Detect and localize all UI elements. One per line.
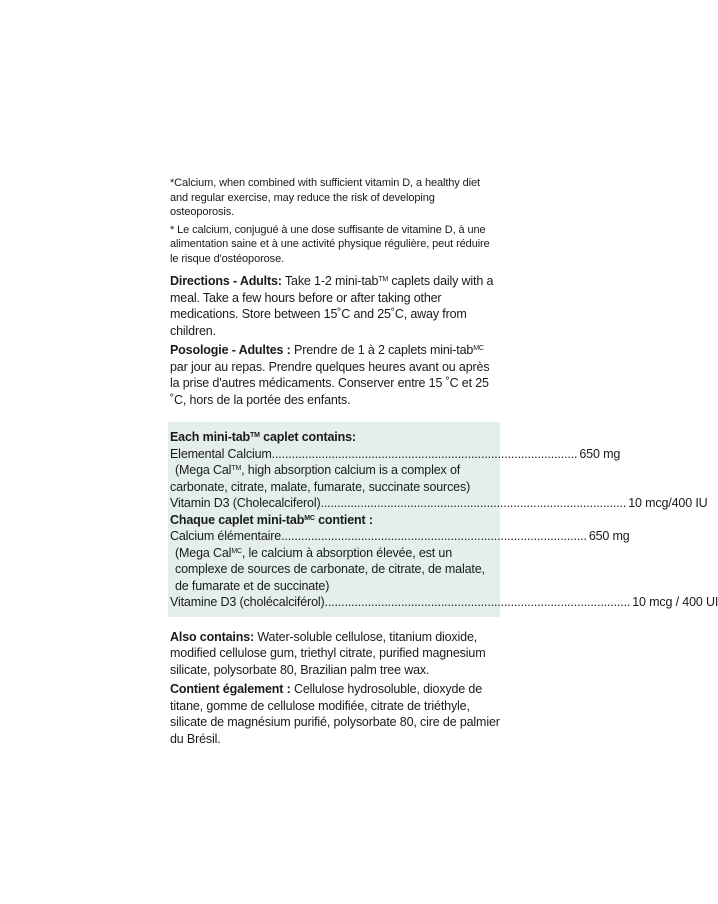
directions-french bbox=[170, 342, 500, 408]
trademark-mark: TM bbox=[250, 432, 260, 439]
ingredient-amount: 650 mg bbox=[588, 529, 630, 543]
dot-leader: ............................................................................................ bbox=[324, 595, 631, 609]
also-contains-french bbox=[170, 681, 500, 747]
footnote-french: * Le calcium, conjugué à une dose suffisante de vitamine D, à une alimentation saine et à une activité physique régulière, peut réduire le risque d'ostéoporose. bbox=[170, 223, 490, 265]
ingredient-name: Calcium élémentaire bbox=[170, 529, 282, 543]
ingredient-name: Vitamin D3 (Cholecalciferol) bbox=[170, 496, 321, 510]
directions-english-text: Take 1-2 mini-tab bbox=[281, 274, 379, 288]
note-text: (Mega Cal bbox=[175, 463, 232, 477]
marque-de-commerce-mark: MC bbox=[231, 547, 242, 555]
ingredient-amount: 10 mcg / 400 UI bbox=[632, 595, 718, 609]
also-contains-french-label: Contient également : bbox=[170, 682, 291, 696]
ingredient-note-calcium-line2: carbonate, citrate, malate, fumarate, succinate sources) bbox=[170, 479, 471, 494]
contents-heading-french-text: Chaque caplet mini-tab bbox=[170, 512, 305, 527]
ingredient-row-vitamin-d3 bbox=[170, 495, 708, 512]
note-text-cont: , le calcium à absorption élevée, est un bbox=[241, 545, 453, 560]
ingredient-amount: 10 mcg/400 IU bbox=[628, 496, 708, 510]
directions-french-text: Prendre de 1 à 2 caplets mini-tab bbox=[290, 343, 474, 357]
contents-heading-english bbox=[170, 429, 500, 446]
ingredient-amount: 650 mg bbox=[579, 446, 621, 461]
footnote-english: *Calcium, when combined with sufficient vitamin D, a healthy diet and regular exercise, may reduce the risk of developing osteoporosis. bbox=[170, 177, 481, 218]
ingredient-row-calcium bbox=[170, 446, 621, 463]
directions-french-label: Posologie - Adultes : bbox=[170, 343, 291, 357]
ingredient-name: Vitamine D3 (cholécalciférol) bbox=[170, 595, 325, 609]
also-contains-english bbox=[170, 629, 500, 679]
contents-heading-english-text: Each mini-tab bbox=[170, 430, 251, 444]
also-contains-english-text: Water-soluble cellulose, titanium dioxide, modified cellulose gum, triethyl citrate, purified magnesium silicate, polysorbate 80, Brazilian palm tree wax. bbox=[170, 629, 486, 677]
contents-heading-english-text-cont: caplet contains: bbox=[259, 430, 356, 444]
dot-leader: ............................................................................................ bbox=[271, 446, 578, 461]
note-text-cont: , high absorption calcium is a complex of bbox=[241, 463, 461, 477]
directions-french-text-cont: par jour au repas. Prendre quelques heures avant ou après la prise d'autres médicaments. Conserver entre 15 ˚C et 25 ˚C, hors de la portée des enfants. bbox=[170, 359, 490, 407]
ingredient-row-calcium-fr bbox=[170, 528, 630, 545]
marque-de-commerce-mark: MC bbox=[473, 345, 484, 352]
trademark-mark: TM bbox=[231, 465, 242, 472]
contents-heading-french bbox=[170, 512, 500, 529]
ingredient-note-calcium-fr-line2: complexe de sources de carbonate, de citrate, de malate, bbox=[175, 562, 485, 576]
note-text: (Mega Cal bbox=[175, 545, 232, 560]
ingredient-note-calcium-fr-line3: de fumarate et de succinate) bbox=[175, 578, 330, 593]
dot-leader: ............................................................................................ bbox=[320, 496, 627, 510]
contents-heading-french-text-cont: contient : bbox=[314, 512, 373, 527]
dot-leader: ............................................................................................ bbox=[281, 529, 587, 543]
directions-english-text-cont: caplets daily with a meal. Take a few hours before or after taking other medications. Store between 15˚C and 25˚C, away from children. bbox=[170, 274, 494, 338]
marque-de-commerce-mark: MC bbox=[304, 514, 315, 522]
ingredients-box bbox=[168, 422, 718, 617]
product-label-text bbox=[170, 176, 718, 750]
ingredient-name: Elemental Calcium bbox=[170, 446, 272, 461]
ingredient-note-calcium bbox=[170, 462, 500, 479]
directions-english-label: Directions - Adults: bbox=[170, 274, 282, 288]
ingredient-row-vitamin-d3-fr bbox=[170, 594, 718, 611]
trademark-mark: TM bbox=[378, 276, 389, 283]
also-contains-french-text: Cellulose hydrosoluble, dioxyde de titane, gomme de cellulose modifiée, citrate de triéthyle, silicate de magnésium purifié, polysorbate 80, cire de palmier du Brésil. bbox=[170, 682, 500, 746]
directions-english bbox=[170, 273, 500, 339]
ingredient-note-calcium-fr bbox=[170, 545, 500, 562]
also-contains-english-label: Also contains: bbox=[170, 629, 255, 644]
